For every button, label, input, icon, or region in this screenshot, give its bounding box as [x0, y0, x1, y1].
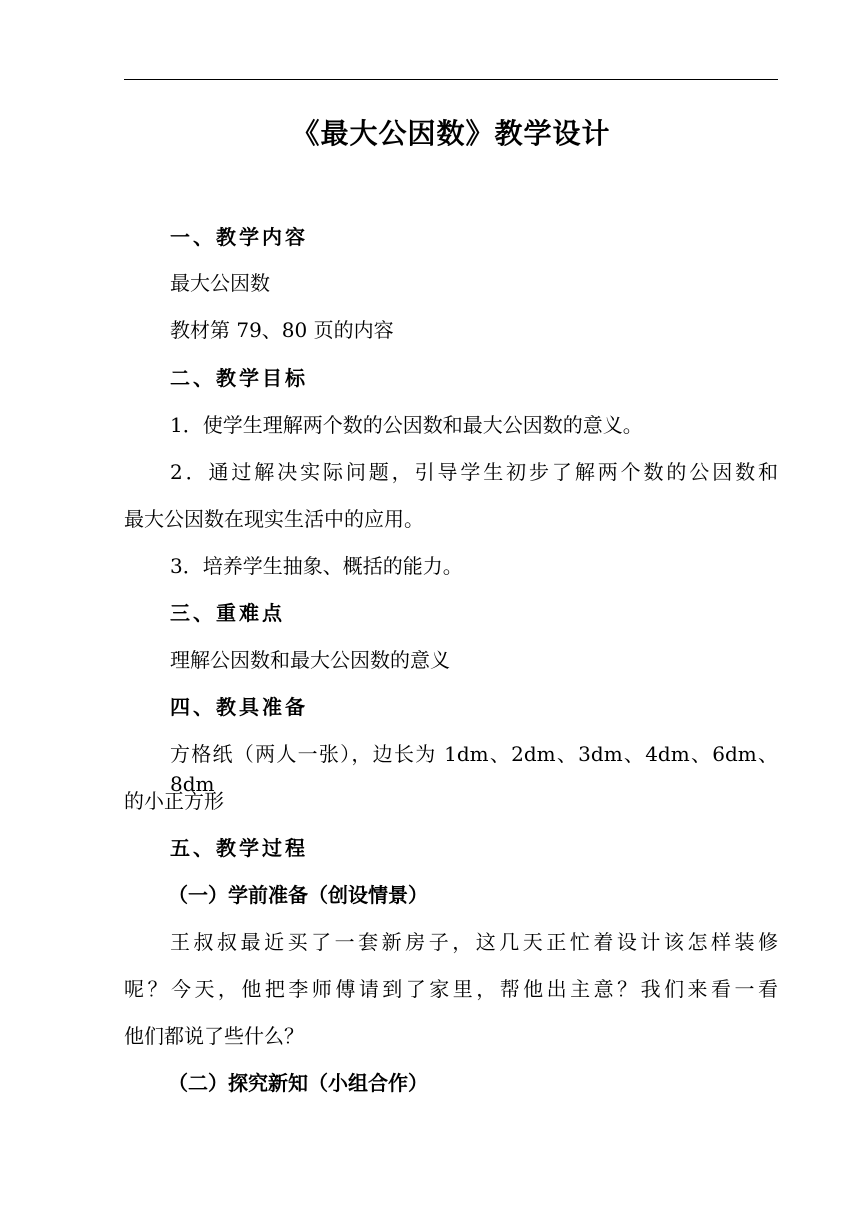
content-line: 最大公因数 — [170, 271, 270, 295]
goal-item-continuation: 最大公因数在现实生活中的应用。 — [124, 507, 424, 531]
section-heading-materials: 四、教具准备 — [170, 695, 308, 719]
content-line: 教材第 79、80 页的内容 — [170, 318, 394, 342]
goal-item: 1．使学生理解两个数的公因数和最大公因数的意义。 — [170, 413, 643, 437]
document-title: 《最大公因数》教学设计 — [291, 117, 611, 150]
goal-item: 3．培养学生抽象、概括的能力。 — [170, 554, 463, 578]
process-paragraph-line: 呢？今天，他把李师傅请到了家里，帮他出主意？我们来看一看 — [124, 977, 778, 1001]
header-rule — [124, 79, 778, 80]
goal-item: 2．通过解决实际问题，引导学生初步了解两个数的公因数和 — [170, 460, 778, 484]
process-step-heading: （二）探究新知（小组合作） — [168, 1071, 428, 1095]
process-step-heading: （一）学前准备（创设情景） — [168, 883, 428, 907]
materials-line: 方格纸（两人一张），边长为 1dm、2dm、3dm、4dm、6dm、8dm — [170, 742, 778, 796]
process-paragraph-line: 他们都说了些什么？ — [124, 1024, 304, 1048]
section-heading-goals: 二、教学目标 — [170, 366, 308, 390]
section-heading-process: 五、教学过程 — [170, 836, 308, 860]
materials-line-continuation: 的小正方形 — [124, 789, 224, 813]
process-paragraph-line: 王叔叔最近买了一套新房子，这几天正忙着设计该怎样装修 — [170, 930, 778, 954]
key-point-line: 理解公因数和最大公因数的意义 — [170, 648, 450, 672]
section-heading-key-points: 三、重难点 — [170, 601, 285, 625]
section-heading-content: 一、教学内容 — [170, 225, 308, 249]
